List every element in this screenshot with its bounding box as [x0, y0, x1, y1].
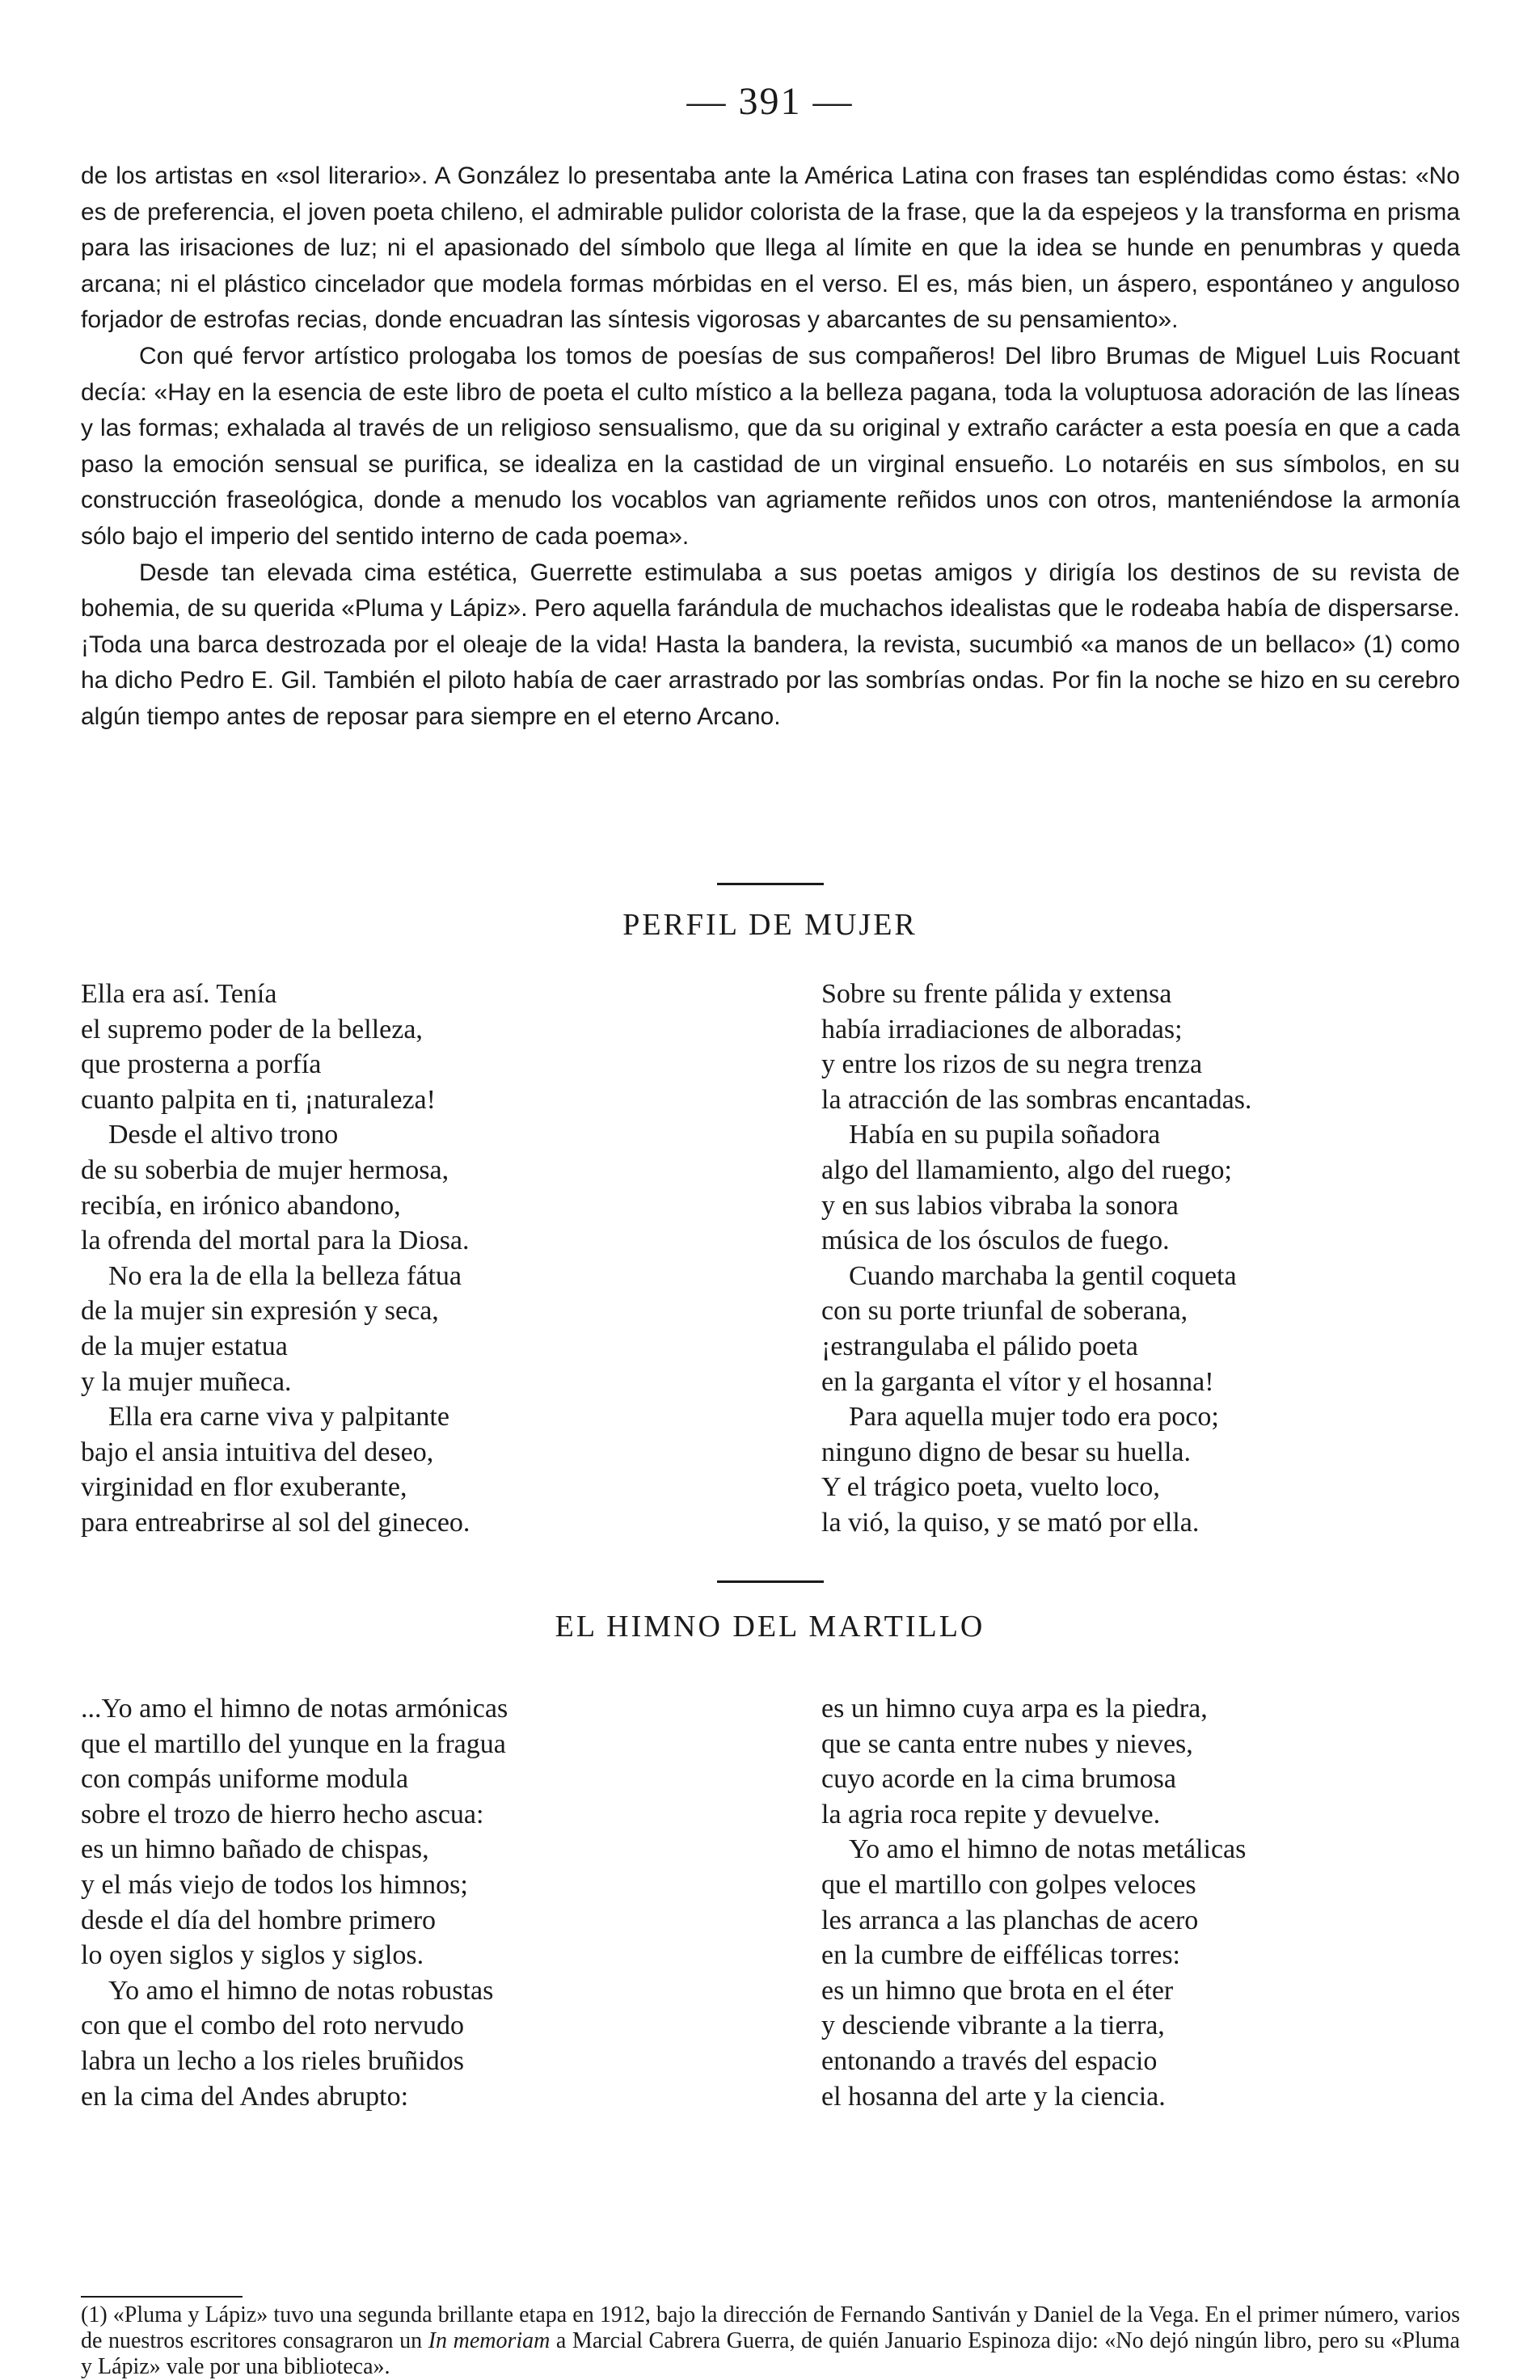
verse-line: sobre el trozo de hierro hecho ascua: [81, 1799, 484, 1829]
verse-line: es un himno cuya arpa es la piedra, [821, 1694, 1208, 1724]
verse-line: en la garganta el vítor y el hosanna! [821, 1366, 1214, 1397]
verse-line: Ella era carne viva y palpitante [108, 1402, 449, 1433]
verse-line: la vió, la quiso, y se mató por ella. [821, 1507, 1200, 1538]
footnote-marker: (1) [81, 2302, 108, 2327]
footnote-rule [81, 2296, 243, 2298]
verse-line: que el martillo del yunque en la fragua [81, 1728, 506, 1759]
verse-line: lo oyen siglos y siglos y siglos. [81, 1940, 424, 1971]
verse-line: cuyo acorde en la cima brumosa [821, 1764, 1176, 1795]
verse-line: música de los ósculos de fuego. [821, 1226, 1170, 1256]
verse-line: la ofrenda del mortal para la Diosa. [81, 1226, 470, 1256]
poem-column-left [81, 977, 470, 1541]
verse-line: Yo amo el himno de notas metálicas [849, 1834, 1247, 1865]
verse-line: la agria roca repite y devuelve. [821, 1799, 1161, 1829]
verse-line: y en sus labios vibraba la sonora [821, 1190, 1179, 1221]
prose-paragraph: Con qué fervor artístico prologaba los tomos de poesías de sus compañeros! Del libro Brumas de Miguel Luis Rocuant decía: «Hay en la esencia de este libro de poeta el culto místico a la belleza pagana, toda la voluptuosa adoración de las líneas y las formas; exhalada al través de un religioso sensualismo, que da su original y extraño carácter a esta poesía en que a cada paso la emoción sensual se purifica, se idealiza en la castidad de un virginal ensueño. Lo notaréis en sus símbolos, en su construcción fraseológica, donde a menudo los vocablos van agriamente reñidos unos con otros, manteniéndose la armonía sólo bajo el imperio del sentido interno de cada poema». [81, 342, 1460, 550]
footnote-text: «Pluma y Lápiz» tuvo una segunda brillante etapa en 1912, bajo la dirección de Fernando Santiván y Daniel de la Vega. En el primer número, varios de nuestros escritores consagraron un [81, 2302, 1461, 2353]
verse-line: con que el combo del roto nervudo [81, 2011, 464, 2041]
verse-line: el supremo poder de la belleza, [81, 1014, 423, 1044]
verse-line: en la cumbre de eiffélicas torres: [821, 1940, 1180, 1971]
poem-title: PERFIL DE MUJER [622, 908, 918, 942]
verse-line: con compás uniforme modula [81, 1764, 409, 1795]
verse-line: de la mujer estatua [81, 1331, 288, 1361]
verse-line: labra un lecho a los rieles bruñidos [81, 2045, 464, 2076]
section-divider [717, 883, 824, 885]
verse-line: en la cima del Andes abrupto: [81, 2081, 409, 2112]
poem-column-right [821, 1691, 1246, 2114]
verse-line: había irradiaciones de alboradas; [821, 1014, 1183, 1044]
poem-column-left [81, 1691, 508, 2114]
verse-line: recibía, en irónico abandono, [81, 1190, 401, 1221]
verse-line: entonando a través del espacio [821, 2045, 1158, 2076]
verse-line: ninguno digno de besar su huella. [821, 1437, 1192, 1467]
verse-line: ...Yo amo el himno de notas armónicas [81, 1694, 508, 1724]
verse-line: y desciende vibrante a la tierra, [821, 2011, 1165, 2041]
footnote [81, 2302, 1460, 2380]
verse-line: algo del llamamiento, algo del ruego; [821, 1154, 1232, 1185]
verse-line: de la mujer sin expresión y seca, [81, 1296, 439, 1327]
verse-line: virginidad en flor exuberante, [81, 1472, 407, 1503]
verse-line: para entreabrirse al sol del gineceo. [81, 1507, 470, 1538]
prose-paragraph: Desde tan elevada cima estética, Guerrette estimulaba a sus poetas amigos y dirigía los destinos de su revista de bohemia, de su querida «Pluma y Lápiz». Pero aquella farándula de muchachos idealistas que le rodeaba había de dispersarse. ¡Toda una barca destrozada por el oleaje de la vida! Hasta la bandera, la revista, sucumbió «a manos de un bellaco» (1) como ha dicho Pedro E. Gil. También el piloto había de caer arrastrado por las sombrías ondas. Por fin la noche se hizo en su cerebro algún tiempo antes de reposar para siempre en el eterno Arcano. [81, 559, 1460, 730]
verse-line: Y el trágico poeta, vuelto loco, [821, 1472, 1160, 1503]
section-divider [717, 1580, 824, 1583]
verse-line: y entre los rizos de su negra trenza [821, 1049, 1203, 1080]
verse-line: Había en su pupila soñadora [849, 1120, 1161, 1150]
verse-line: les arranca a las planchas de acero [821, 1905, 1199, 1935]
verse-line: el hosanna del arte y la ciencia. [821, 2081, 1166, 2112]
verse-line: ¡estrangulaba el pálido poeta [821, 1331, 1138, 1361]
verse-line: bajo el ansia intuitiva del deseo, [81, 1437, 434, 1467]
verse-line: es un himno bañado de chispas, [81, 1834, 429, 1865]
footnote-text: a Marcial Cabrera Guerra, de quién Januario Espinoza dijo: «No dejó ningún libro, pero su «Pluma y Lápiz» vale por una biblioteca». [81, 2328, 1460, 2379]
verse-line: Ella era así. Tenía [81, 979, 277, 1009]
verse-line: y la mujer muñeca. [81, 1366, 292, 1397]
verse-line: Desde el altivo trono [108, 1120, 339, 1150]
verse-line: la atracción de las sombras encantadas. [821, 1084, 1252, 1115]
poem-column-right [821, 977, 1251, 1541]
verse-line: de su soberbia de mujer hermosa, [81, 1154, 449, 1185]
verse-line: que prosterna a porfía [81, 1049, 322, 1080]
verse-line: que el martillo con golpes veloces [821, 1869, 1196, 1900]
prose-paragraph: de los artistas en «sol literario». A González lo presentaba ante la América Latina con frases tan espléndidas como éstas: «No es de preferencia, el joven poeta chileno, el admirable pulidor colorista de la frase, que la da espejeos y la transforma en prisma para las irisaciones de luz; ni el apasionado del símbolo que llega al límite en que la idea se hunde en penumbras y queda arcana; ni el plástico cincelador que modela formas mórbidas en el verso. El es, más bien, un áspero, espontáneo y anguloso forjador de estrofas recias, donde encuadran las síntesis vigorosas y abarcantes de su pensamiento». [81, 162, 1460, 334]
verse-line: es un himno que brota en el éter [821, 1975, 1174, 2006]
page-number: — 391 — [686, 80, 854, 123]
prose-body [81, 158, 1460, 736]
verse-line: cuanto palpita en ti, ¡naturaleza! [81, 1084, 436, 1115]
poem-title: EL HIMNO DEL MARTILLO [555, 1610, 985, 1644]
verse-line: Sobre su frente pálida y extensa [821, 979, 1172, 1009]
verse-line: desde el día del hombre primero [81, 1905, 437, 1935]
verse-line: No era la de ella la belleza fátua [108, 1260, 462, 1291]
verse-line: Yo amo el himno de notas robustas [108, 1975, 494, 2006]
footnote-italic: In memoriam [428, 2328, 551, 2353]
verse-line: y el más viejo de todos los himnos; [81, 1869, 468, 1900]
verse-line: Para aquella mujer todo era poco; [849, 1402, 1219, 1433]
verse-line: con su porte triunfal de soberana, [821, 1296, 1188, 1327]
verse-line: que se canta entre nubes y nieves, [821, 1728, 1193, 1759]
verse-line: Cuando marchaba la gentil coqueta [849, 1260, 1237, 1291]
